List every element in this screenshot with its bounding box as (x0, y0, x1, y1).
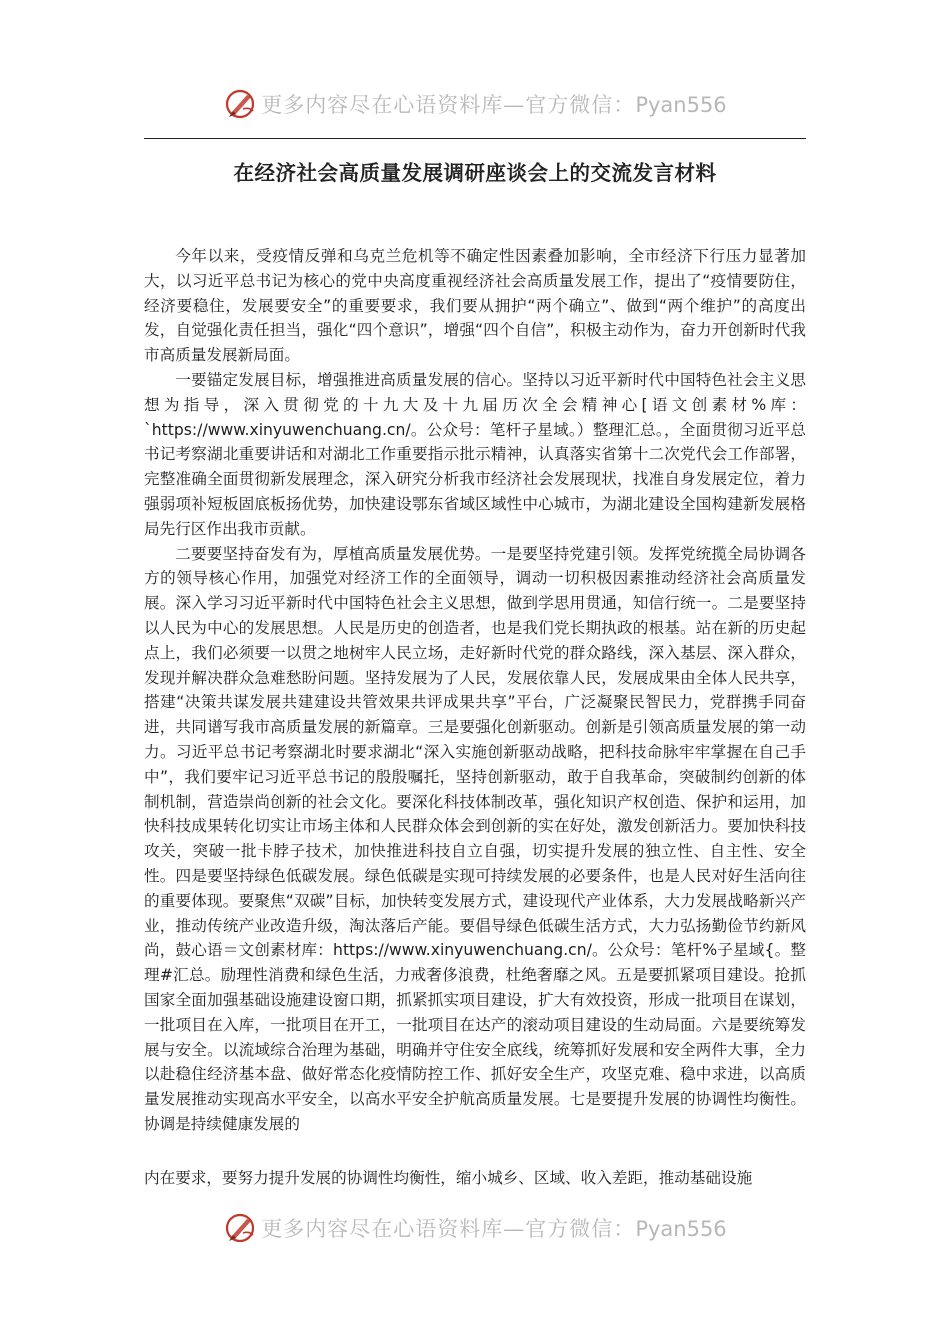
header-divider (144, 138, 806, 139)
document-title: 在经济社会高质量发展调研座谈会上的交流发言材料 (233, 161, 717, 185)
document-body (144, 244, 806, 1137)
footer-banner-text (261, 1213, 726, 1243)
header-banner-text (261, 89, 726, 119)
header-banner (0, 84, 950, 124)
writing-logo-icon (223, 87, 257, 121)
paragraph-advantages: 二要要坚持奋发有为，厚植高质量发展优势。一是要坚持党建引领。发挥党统揽全局协调各方的领导核心作用，加强党对经济工作的全面领导，调动一切积极因素推动经济社会高质量发展。深入学习习近平新时代中国特色社会主义思想，做到学思用贯通，知信行统一。二是要坚持以人民为中心的发展思想。人民是历史的创造者，也是我们党长期执政的根基。站在新的历史起点上，我们必须要一以贯之地树牢人民立场，走好新时代党的群众路线，深入基层、深入群众，发现并解决群众急难愁盼问题。坚持发展为了人民，发展依靠人民，发展成果由全体人民共享，搭建“决策共谋发展共建建设共管效果共评成果共享”平台，广泛凝聚民智民力，党群携手同奋进，共同谱写我市高质量发展的新篇章。三是要强化创新驱动。创新是引领高质量发展的第一动力。习近平总书记考察湖北时要求湖北“深入实施创新驱动战略，把科技命脉牢牢掌握在自己手中”，我们要牢记习近平总书记的殷殷嘱托，坚持创新驱动，敢于自我革命，突破制约创新的体制机制，营造崇尚创新的社会文化。要深化科技体制改革，强化知识产权创造、保护和运用，加快科技成果转化切实让市场主体和人民群众体会到创新的实在好处，激发创新活力。要加快科技攻关，突破一批卡脖子技术，加快推进科技自立自强，切实提升发展的独立性、自主性、安全性。四是要坚持绿色低碳发展。绿色低碳是实现可持续发展的必要条件，也是人民对好生活向往的重要体现。要聚焦“双碳”目标，加快转变发展方式，建设现代产业体系，大力发展战略新兴产业，推动传统产业改造升级，淘汰落后产能。要倡导绿色低碳生活方式，大力弘扬勤俭节约新风尚，鼓心语＝文创素材库：https://www.xinyuwenchuang.cn/。公众号：笔杆%子星域{。整理#汇总。励理性消费和绿色生活，力戒奢侈浪费，杜绝奢靡之风。五是要抓紧项目建设。抢抓国家全面加强基础设施建设窗口期，抓紧抓实项目建设，扩大有效投资，形成一批项目在谋划，一批项目在入库，一批项目在开工，一批项目在达产的滚动项目建设的生动局面。六是要统筹发展与安全。以流域综合治理为基础，明确并守住安全底线，统筹抓好发展和安全两件大事，全力以赴稳住经济基本盘、做好常态化疫情防控工作、抓好安全生产，攻坚克难、稳中求进，以高质量发展推动实现高水平安全，以高水平安全护航高质量发展。七是要提升发展的协调性均衡性。协调是持续健康发展的 (144, 544, 806, 1133)
writing-logo-icon (223, 1211, 257, 1245)
header-wechat-handle: Pyan556 (635, 93, 727, 117)
footer-banner-label: 更多内容尽在心语资料库—官方微信： (261, 1217, 636, 1241)
header-banner-label: 更多内容尽在心语资料库—官方微信： (261, 93, 636, 117)
paragraph-intro: 今年以来，受疫情反弹和乌克兰危机等不确定性因素叠加影响，全市经济下行压力显著加大，以习近平总书记为核心的党中央高度重视经济社会高质量发展工作，提出了“疫情要防住，经济要稳住，发展要安全”的重要要求，我们要从拥护“两个确立”、做到“两个维护”的高度出发，自觉强化责任担当，强化“四个意识”，增强“四个自信”，积极主动作为，奋力开创新时代我市高质量发展新局面。 (144, 247, 806, 365)
paragraph-goal: 一要锚定发展目标，增强推进高质量发展的信心。坚持以习近平新时代中国特色社会主义思想为指导，深入贯彻党的十九大及十九届历次全会精神心[语文创素材%库：`https://www.xinyuwenchuang.cn/。公众号：笔杆子星域。）整理汇总。，全面贯彻习近平总书记考察湖北重要讲话和对湖北工作重要指示批示精神，认真落实省第十二次党代会工作部署，完整准确全面贯彻新发展理念，深入研究分析我市经济社会发展现状，找准自身发展定位，着力强弱项补短板固底板扬优势，加快建设鄂东省域区域性中心城市，为湖北建设全国构建新发展格局先行区作出我市贡献。 (144, 370, 806, 538)
paragraph-last-line: 内在要求，要努力提升发展的协调性均衡性，缩小城乡、区域、收入差距，推动基础设施 (144, 1169, 753, 1187)
footer-banner (0, 1208, 950, 1248)
footer-wechat-handle: Pyan556 (635, 1217, 727, 1241)
